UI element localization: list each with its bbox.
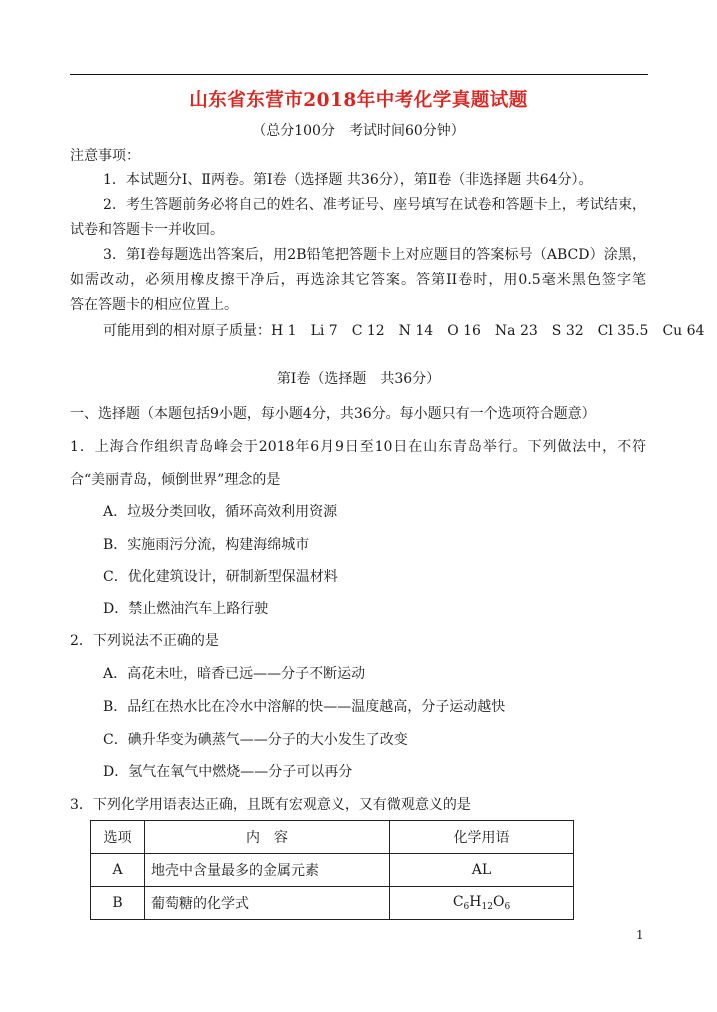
q3-header-content: 内 容 — [145, 821, 390, 854]
part-1-heading: 第Ⅰ卷（选择题 共36分） — [276, 371, 441, 387]
atomic-mass-line: 可能用到的相对原子质量：H 1 Li 7 C 12 N 14 O 16 Na 23 S 32 Cl 35.5 Cu 64 — [103, 323, 705, 339]
page-number: 1 — [636, 928, 644, 942]
formula-h-count: 12 — [481, 902, 493, 912]
notice-item-3-line-1: 3．第Ⅰ卷每题选出答案后，用2B铅笔把答题卡上对应题目的答案标号（ABCD）涂黑， — [103, 247, 646, 263]
q3-table-header-row — [91, 821, 574, 854]
q2-option-b: B．品红在热水比在冷水中溶解的快——温度越高，分子运动越快 — [103, 699, 506, 715]
formula-h: H — [469, 894, 482, 910]
formula-o-count: 6 — [504, 902, 511, 912]
q3-stem: 3．下列化学用语表达正确，且既有宏观意义，又有微观意义的是 — [70, 797, 471, 813]
q1-option-c: C．优化建筑设计，研制新型保温材料 — [103, 569, 338, 585]
notice-item-2-line-2: 试卷和答题卡一并收回。 — [70, 222, 224, 238]
notice-heading: 注意事项： — [70, 148, 140, 164]
notice-item-3-line-3: 答在答题卡的相应位置上。 — [70, 297, 238, 313]
q1-stem-line-1: 1．上海合作组织青岛峰会于2018年6月9日至10日在山东青岛举行。下列做法中，不符 — [70, 439, 646, 455]
section-1-heading: 一、选择题（本题包括9小题，每小题4分，共36分。每小题只有一个选项符合题意） — [70, 406, 596, 422]
formula-c: C — [452, 894, 464, 910]
exam-title: 山东省东营市2018年中考化学真题试题 — [189, 90, 528, 111]
q3-row-a-content: 地壳中含量最多的金属元素 — [145, 854, 390, 887]
header-rule — [70, 74, 648, 75]
q3-row-a-symbol: AL — [390, 854, 574, 887]
notice-item-2-line-1: 2．考生答题前务必将自己的姓名、准考证号、座号填写在试卷和答题卡上，考试结束， — [103, 197, 646, 213]
q1-option-a: A．垃圾分类回收，循环高效利用资源 — [103, 504, 338, 520]
q3-table — [90, 820, 574, 920]
q3-table-row-a — [91, 854, 574, 887]
q1-stem-line-2: 合“美丽青岛，倾倒世界”理念的是 — [70, 472, 281, 488]
q3-row-b-option: B — [91, 887, 145, 920]
formula-c-count: 6 — [463, 902, 470, 912]
q1-option-d: D．禁止燃油汽车上路行驶 — [103, 601, 269, 617]
q2-option-c: C．碘升华变为碘蒸气——分子的大小发生了改变 — [103, 732, 408, 748]
exam-subtitle: （总分100分 考试时间60分钟） — [252, 123, 465, 139]
q3-header-symbol: 化学用语 — [390, 821, 574, 854]
q2-option-d: D．氢气在氧气中燃烧——分子可以再分 — [103, 764, 353, 780]
q3-row-b-formula — [390, 887, 574, 920]
q2-option-a: A．高花未吐，暗香已远——分子不断运动 — [103, 666, 366, 682]
notice-item-3-line-2: 如需改动，必须用橡皮擦干净后，再选涂其它答案。答第II卷时，用0.5毫米黑色签字笔 — [70, 272, 646, 288]
q3-row-b-content: 葡萄糖的化学式 — [145, 887, 390, 920]
q3-table-row-b — [91, 887, 574, 920]
formula-o: O — [492, 894, 505, 910]
q3-row-a-option: A — [91, 854, 145, 887]
notice-item-1: 1．本试题分Ⅰ、Ⅱ两卷。第Ⅰ卷（选择题 共36分），第Ⅱ卷（非选择题 共64分）。 — [103, 172, 593, 188]
q1-option-b: B．实施雨污分流，构建海绵城市 — [103, 537, 310, 553]
q3-header-option: 选项 — [91, 821, 145, 854]
q2-stem: 2．下列说法不正确的是 — [70, 633, 219, 649]
